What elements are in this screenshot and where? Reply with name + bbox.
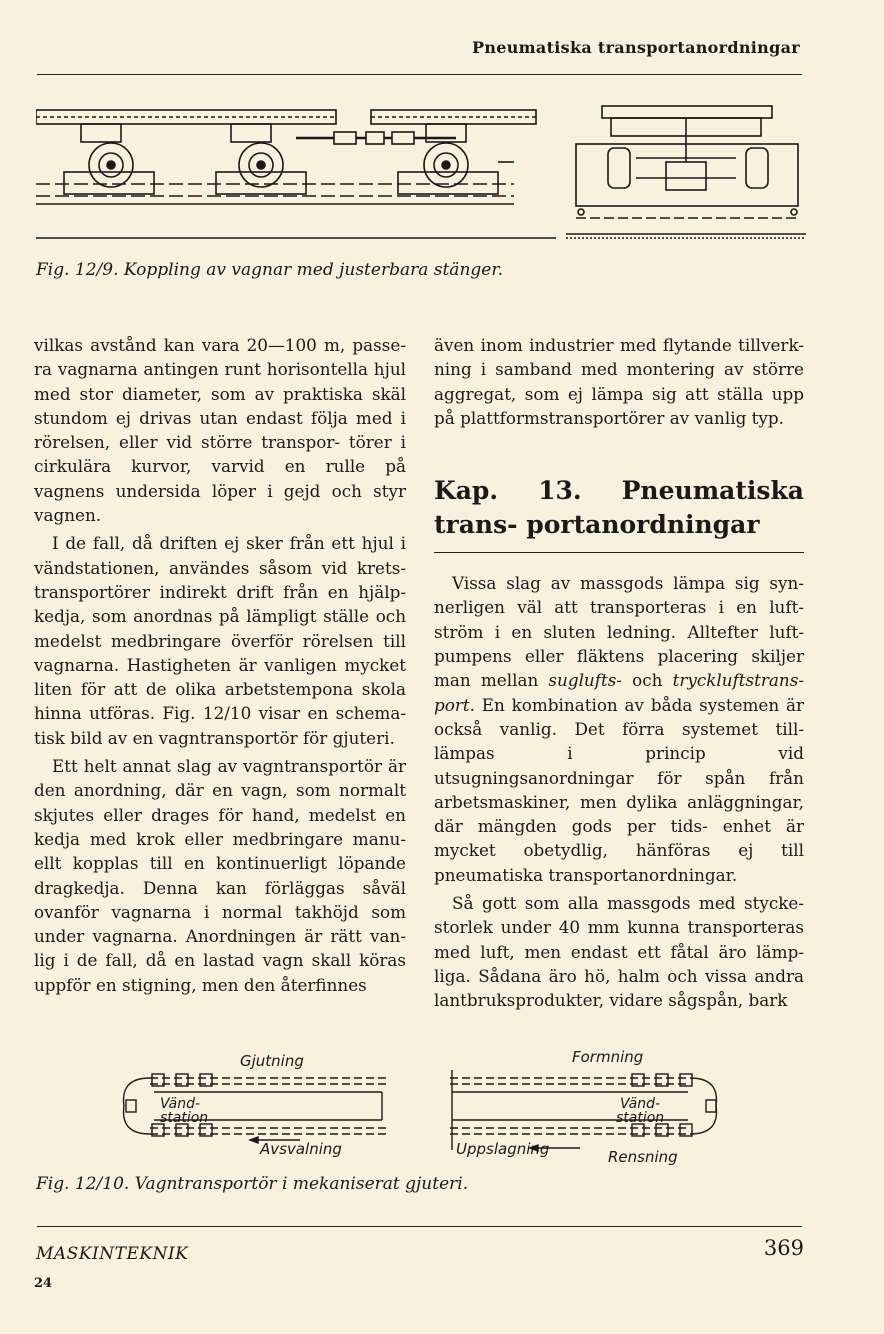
chapter-title: Kap. 13. Pneumatiska trans- portanordningar <box>434 474 804 553</box>
left-paragraph-2: I de fall, då driften ej sker från ett hjul i vändstationen, användes såsom vid krets- transportörer indirekt drift från en hjälp- kedja, som anordnas på lämpligt ställe och medelst medbringare överför rörelsen till vagnarna. Hastigheten är vanligen mycket liten för att de olika arbetstempona skola hinna utföras. Fig. 12/10 visar en schema- tisk bild av en vagntransportör för gjuteri. <box>34 533 406 748</box>
running-head: Pneumatiska transportanordningar <box>472 38 800 57</box>
figure-12-10-caption: Fig. 12/10. Vagntransportör i mekaniserat gjuteri. <box>36 1174 469 1194</box>
label-avsvalning: Avsvalning <box>260 1140 342 1158</box>
turn-loop-right <box>690 1078 716 1134</box>
header-rule <box>37 74 802 75</box>
footer-rule <box>37 1226 802 1227</box>
journal-name: MASKINTEKNIK <box>36 1244 189 1264</box>
left-paragraph-1: vilkas avstånd kan vara 20—100 m, passe- ra vagnarna antingen runt horisontella hjul med stor diameter, som av praktiska skäl stundom ej drivas utan endast följa med i rörelsen, eller vid större transpor- törer i cirkulära kurvor, varvid en rulle på vagnens undersida löper i gejd och styr vagnen. <box>34 335 406 526</box>
right-column <box>434 333 804 1013</box>
signature-mark: 24 <box>34 1276 53 1291</box>
figure-12-10-foundry-conveyor <box>110 1040 730 1170</box>
right-paragraph-1 <box>434 571 804 887</box>
turn-loop-left <box>124 1078 150 1134</box>
label-formning: Formning <box>572 1048 644 1066</box>
para-1-text-c: En kombination av båda systemen är också vanlig. Det förra systemet till- lämpas i princip vid utsugningsanordningar för spån från arbetsmaskiner, men dylika anläggningar, där mängden gods per tids- enhet är mycket obetydlig, hänföras ej till pneumatiska transportanordningar. <box>434 694 804 885</box>
label-station-left: station <box>160 1110 209 1126</box>
figure-12-9-caption: Fig. 12/9. Koppling av vagnar med justerbara stänger. <box>36 260 503 280</box>
label-station-right: station <box>616 1110 665 1126</box>
label-rensning: Rensning <box>608 1148 678 1166</box>
label-gjutning: Gjutning <box>240 1052 304 1070</box>
left-paragraph-3: Ett helt annat slag av vagntransportör är den anordning, där en vagn, som normalt skjutes eller drages för hand, medelst en kedja med krok eller medbringare manu- ellt kopplas till en kontinuerligt löpande dragkedja. Denna kan förläggas såväl ovanför vagnarna i normal takhöjd som under vagnarna. Anordningen är rätt van- lig i de fall, då en lastad vagn skall köras uppför en stigning, men den återfinnes <box>34 756 406 995</box>
end-view-frame <box>576 144 798 206</box>
right-intro-paragraph: även inom industrier med flytande tillverk- ning i samband med montering av större aggregat, som ej lämpa sig att ställa upp på plattformstransportörer av vanlig typ. <box>434 335 804 428</box>
figure-12-9-wagon-coupling <box>36 100 806 246</box>
page-number: 369 <box>763 1236 804 1260</box>
term-tryckluft: tryckluftstrans- port. <box>434 670 804 715</box>
label-uppslagning: Uppslagning <box>456 1140 550 1158</box>
para-1-text-b: och <box>621 670 673 691</box>
right-paragraph-2: Så gott som alla massgods med stycke- storlek under 40 mm kunna transporteras med luft, men endast ett fåtal äro lämp- liga. Sådana äro hö, halm och vissa andra lantbruksprodukter, vidare sågspån, bark <box>434 893 804 1011</box>
term-sugluft: suglufts- <box>548 670 622 691</box>
para-1-text-a: Vissa slag av massgods lämpa sig syn- nerligen väl att transporteras i en luft- ström i en sluten ledning. Alltefter luft- pumpens eller fläktens placering skiljer man mellan <box>434 573 804 691</box>
left-column <box>34 333 406 997</box>
label-vand-right: Vänd- <box>620 1096 661 1112</box>
end-view-platform <box>602 106 772 118</box>
label-vand-left: Vänd- <box>160 1096 201 1112</box>
